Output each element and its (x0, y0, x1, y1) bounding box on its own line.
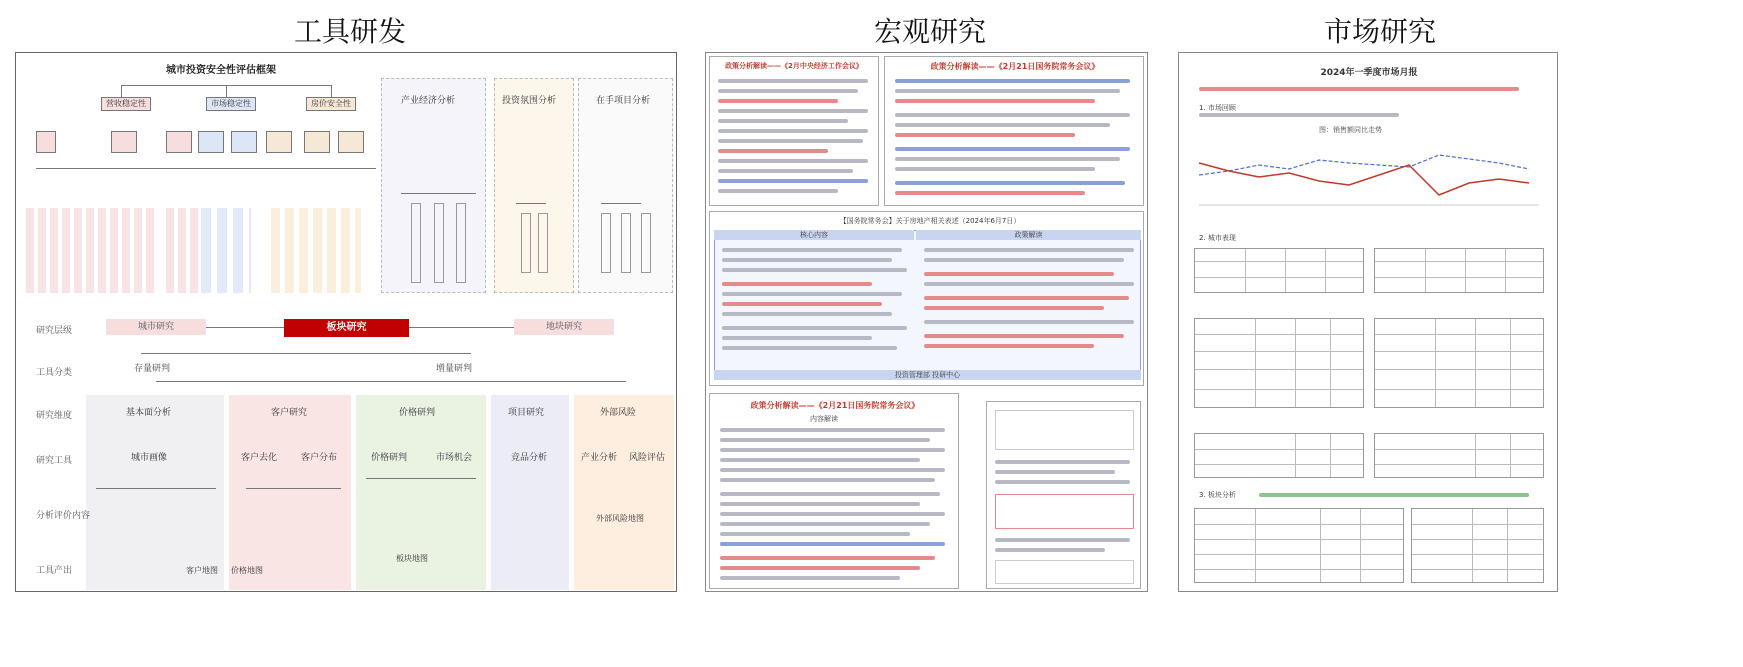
doc-top-right-title: 政策分析解读——《2月21日国务院常务会议》 (930, 62, 1100, 71)
row-label-analysis: 分析评价内容 (36, 511, 91, 521)
chart-title: 图：销售额同比走势 (1319, 126, 1382, 134)
dim-col-risk (574, 395, 674, 590)
series-blue (1199, 155, 1529, 175)
sub-box (111, 131, 137, 153)
stage-city: 城市研究 (106, 319, 206, 335)
table-8 (1411, 508, 1544, 583)
series-red (1199, 163, 1529, 195)
side-label-project: 在手项目分析 (596, 96, 651, 106)
doc-top-left (709, 56, 879, 206)
framework-title: 城市投资安全性评估框架 (166, 65, 276, 76)
sub-box (266, 131, 292, 153)
doc-middle-col1: 核心内容 (714, 230, 914, 240)
dim-col-project (491, 395, 569, 590)
output-customer-dist: 客户分布 (301, 453, 338, 463)
row-label-level: 研究层级 (36, 326, 73, 336)
output-competitor: 竞品分析 (511, 453, 548, 463)
side-label-investment: 投资氛围分析 (502, 96, 557, 106)
group-box-revenue: 营收稳定性 (101, 97, 151, 111)
dim-col-customer (229, 395, 351, 590)
tool-class-stock: 存量研判 (134, 364, 171, 374)
tools-framework-panel (15, 52, 677, 592)
market-report-panel (1178, 52, 1558, 592)
output-industry: 产业分析 (581, 453, 618, 463)
final-output-price-map: 价格地图 (231, 566, 263, 575)
output-city-portrait: 城市画像 (131, 453, 168, 463)
section-review: 1. 市场回顾 (1199, 104, 1236, 112)
table-3 (1194, 318, 1364, 408)
sub-box (231, 131, 257, 153)
table-2 (1374, 248, 1544, 293)
dim-label-customer: 客户研究 (271, 408, 308, 418)
final-output-plate-map: 板块地图 (396, 554, 428, 563)
stage-plate: 板块研究 (284, 319, 409, 337)
sub-box (338, 131, 364, 153)
section-plate: 3. 板块分析 (1199, 491, 1236, 499)
row-label-output: 工具产出 (36, 566, 73, 576)
group-box-market: 市场稳定性 (206, 97, 256, 111)
doc-middle-col2: 政策解读 (916, 230, 1141, 240)
doc-bottom-left (709, 393, 959, 589)
row-label-research-tool: 研究工具 (36, 456, 73, 466)
heading-market: 市场研究 (1323, 15, 1436, 48)
trend-line-chart (1189, 135, 1549, 225)
row-label-dimension: 研究维度 (36, 411, 73, 421)
table-1 (1194, 248, 1364, 293)
group-box-price: 房价安全性 (306, 97, 356, 111)
table-5 (1194, 433, 1364, 478)
sub-box (304, 131, 330, 153)
output-price-judgement: 价格研判 (371, 453, 408, 463)
table-6 (1374, 433, 1544, 478)
doc-middle-footer: 投资管理部 投研中心 (714, 370, 1141, 380)
table-7 (1194, 508, 1404, 583)
stage-plot: 地块研究 (514, 319, 614, 335)
output-market-chance: 市场机会 (436, 453, 473, 463)
row-label-tool: 工具分类 (36, 368, 73, 378)
output-customer-sales: 客户去化 (241, 453, 278, 463)
doc-middle (709, 211, 1144, 386)
dim-label-base: 基本面分析 (126, 408, 172, 418)
heading-macro: 宏观研究 (873, 15, 986, 48)
doc-bottom-left-sub: 内容解读 (810, 415, 838, 423)
table-4 (1374, 318, 1544, 408)
sub-box (36, 131, 56, 153)
dim-label-project: 项目研究 (508, 408, 545, 418)
doc-bottom-left-title: 政策分析解读——《2月21日国务院常务会议》 (750, 401, 920, 410)
report-title: 2024年一季度市场月报 (1320, 68, 1418, 78)
sub-box (198, 131, 224, 153)
side-box-investment (494, 78, 574, 293)
doc-middle-title: 【国务院常务会】关于房地产相关表述（2024年6月7日） (839, 217, 1021, 225)
side-label-industry: 产业经济分析 (401, 96, 456, 106)
final-output-risk-map: 外部风险地图 (596, 514, 644, 523)
dim-label-price: 价格研判 (399, 408, 436, 418)
doc-bottom-right (986, 401, 1141, 589)
output-risk: 风险评估 (629, 453, 666, 463)
doc-top-left-title: 政策分析解读——《2月中央经济工作会议》 (725, 62, 863, 70)
tool-class-increment: 增量研判 (436, 364, 473, 374)
doc-top-right (884, 56, 1144, 206)
macro-documents-panel (705, 52, 1148, 592)
sub-box (166, 131, 192, 153)
section-city: 2. 城市表现 (1199, 234, 1236, 242)
dim-col-base (86, 395, 224, 590)
heading-tools: 工具研发 (293, 15, 406, 48)
dim-label-risk: 外部风险 (600, 408, 637, 418)
final-output-customer-map: 客户地图 (186, 566, 218, 575)
